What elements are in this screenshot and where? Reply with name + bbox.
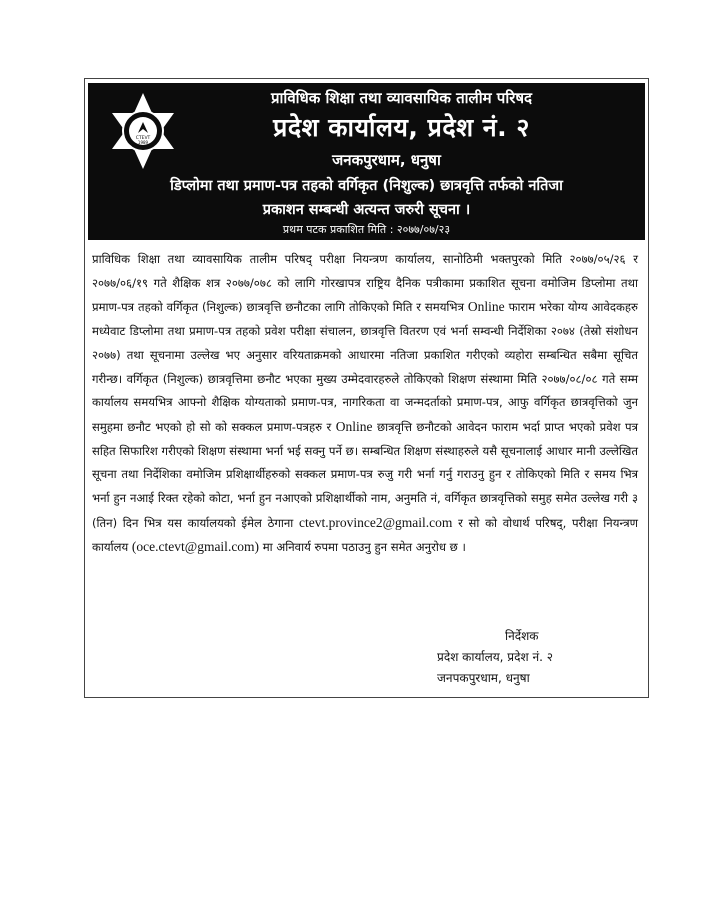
- online-text: Online: [467, 299, 505, 315]
- notice-subject-line1: डिप्लोमा तथा प्रमाण-पत्र तहको वर्गिकृत (निशुल्क) छात्रवृत्ति तर्फको नतिजा: [170, 178, 563, 194]
- signature-title: निर्देशक: [505, 629, 539, 643]
- office-location: जनकपुरधाम, धनुषा: [332, 151, 441, 169]
- body-text-part3: छात्रवृत्ति छनौटको आवेदन फाराम भर्दा प्राप्त भएको प्रवेश पत्र सहित सिफारिश गरीएको शिक्षण संस्थामा भर्ना भई सक्नु पर्ने छ। सम्बन्धित शिक्षण संस्थाहरुले यसै सूचनालाई आधार मानी उल्लेखित सूचना तथा निर्देशिका वमोजिम प्रशिक्षार्थीहरुको सक्कल प्रमाण-पत्र रुजु गरी भर्ना गर्नु गराउनु हुन र तोकिएको मिति र समय भित्र भर्ना हुन नआई रिक्त रहेको कोटा, भर्ना हुन नआएको प्रशिक्षार्थीको नाम, अनुमति नं, वर्गिकृत छात्रवृत्तिको समुह समेत उल्लेख गरी ३ (तिन) दिन भित्र यस कार्यालयको ईमेल ठेगाना: [92, 419, 639, 530]
- online-text: Online: [335, 418, 373, 434]
- body-text-part2: फाराम भरेका योग्य आवेदकहरु मध्येवाट डिप्लोमा तथा प्रमाण-पत्र तहको प्रवेश परीक्षा संचालन, छात्रवृत्ति वितरण एवं भर्ना सम्वन्धी निर्देशिका २०७४ (तेस्रो संशोधन २०७७) तथा सूचनामा उल्लेख भए अनुसार वरियताक्रमको आधारमा नतिजा प्रकाशित गरीएको व्यहोरा सम्बन्धित सबैमा सूचित गरीन्छ। वर्गिकृत (निशुल्क) छात्रवृत्तिमा छनौट भएका मुख्य उम्मेदवारहरुले तोकिएको शिक्षण संस्थामा मिति २०७७/०८/०८ गते सम्म कार्यालय समयभित्र आफ्नो शैक्षिक योग्यताको प्रमाण-पत्र, नागरिकता वा जन्मदर्ताको प्रमाण-पत्र, आफु वर्गिकृत छात्रवृत्तिको जुन समुहमा छनौट भएको हो सो को सक्कल प्रमाण-पत्रहरु र: [92, 300, 638, 434]
- office-name: प्रदेश कार्यालय, प्रदेश नं. २: [273, 113, 530, 142]
- body-text-part5: मा अनिवार्य रुपमा पठाउनु हुन समेत अनुरोध छ ।: [262, 540, 466, 555]
- signature-office: प्रदेश कार्यालय, प्रदेश नं. २: [437, 650, 553, 664]
- notice-body: [92, 248, 638, 560]
- signature-block: [437, 626, 637, 689]
- body-text-part4: र सो को वोधार्थ परिषद्, परीक्षा नियन्त्रण कार्यालय: [92, 515, 639, 555]
- body-text-part1: प्राविधिक शिक्षा तथा व्यावसायिक तालीम परिषद् परीक्षा नियन्त्रण कार्यालय, सानोठिमी भक्तपुरको मिति २०७७/०५/२६ र २०७७/०६/१९ गते शैक्षिक शत्र २०७७/०७८ को लागि गोरखापत्र राष्ट्रिय दैनिक पत्रीकामा प्रकाशित सूचना वमोजिम डिप्लोमा तथा प्रमाण-पत्र तहको वर्गिकृत (निशुल्क) छात्रवृत्ति छनौटका लागि तोकिएको मिति र समयभित्र: [92, 252, 638, 315]
- svg-text:1989: 1989: [137, 140, 149, 145]
- office-email: ctevt.province2@gmail.com: [299, 514, 453, 530]
- signature-location: जनपकपुरधाम, धनुषा: [437, 671, 530, 685]
- svg-text:CTEVT: CTEVT: [135, 136, 151, 141]
- notice-header: [88, 83, 645, 240]
- published-date: प्रथम पटक प्रकाशित मिति : २०७७/०७/२३: [282, 223, 451, 236]
- exam-office-email: (oce.ctevt@gmail.com): [131, 539, 260, 555]
- notice-subject-line2: प्रकाशन सम्बन्धी अत्यन्त जरुरी सूचना ।: [262, 202, 471, 218]
- council-name: प्राविधिक शिक्षा तथा व्यावसायिक तालीम परिषद: [271, 89, 532, 107]
